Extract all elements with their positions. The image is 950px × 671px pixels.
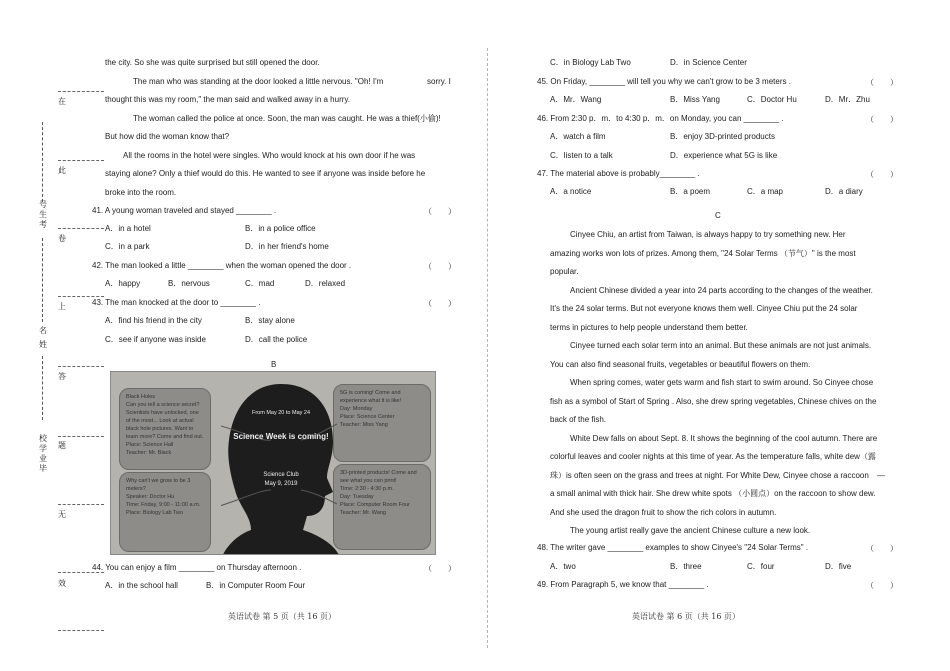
label-ye: 业 [39, 454, 47, 463]
option-43-b[interactable]: B．stay alone [245, 316, 295, 325]
answer-paren[interactable]: （ ） [866, 544, 898, 553]
question-42-stem: 42. The man looked a little ________ when the woman opened the door . [92, 261, 352, 270]
passage-line: colorful leaves and cooler nights at this time of year. As the temperature falls, white dew（露 [550, 452, 876, 461]
dashed-rule [58, 630, 104, 631]
option-45-b[interactable]: B．Miss Yang [670, 95, 720, 104]
option-44-d[interactable]: D．in Science Center [670, 58, 747, 67]
label-xue: 学 [39, 444, 47, 453]
page-footer-right: 英语试卷 第 6 页（共 16 页） [632, 612, 740, 621]
binding-line [42, 122, 43, 202]
page-divider [487, 48, 488, 648]
question-44-stem: 44. You can enjoy a film ________ on Thursday afternoon . [92, 563, 302, 572]
option-45-d[interactable]: D．Mr．Zhu [825, 95, 870, 104]
side-char: 上 [58, 302, 66, 311]
label-ming: 名 [39, 326, 47, 335]
section-b-heading: B [271, 360, 277, 369]
passage-line: back of the fish. [550, 415, 607, 424]
passage-line: You can also find seasonal fruits, vegetables or beautiful flowers on them. [550, 359, 811, 369]
option-42-c[interactable]: C．mad [245, 279, 275, 288]
answer-paren[interactable]: （ ） [866, 78, 898, 87]
option-41-a[interactable]: A．in a hotel [105, 224, 151, 233]
option-48-b[interactable]: B．three [670, 562, 702, 571]
option-45-c[interactable]: C．Doctor Hu [747, 95, 797, 104]
option-41-d[interactable]: D．in her friend's home [245, 242, 329, 251]
label-hao: 号 [39, 200, 47, 209]
story-text [105, 54, 460, 202]
dashed-rule [58, 296, 104, 297]
option-44-a[interactable]: A．in the school hall [105, 581, 178, 590]
option-47-d[interactable]: D．a diary [825, 187, 863, 196]
option-44-c[interactable]: C．in Biology Lab Two [550, 58, 631, 67]
passage-line: It's the 24 solar terms. But not everyone knows them well. Cinyee Chiu put the 24 solar [550, 304, 858, 313]
answer-paren[interactable]: （ ） [866, 115, 898, 124]
option-41-c[interactable]: C．in a park [105, 242, 150, 251]
poster-box-talk: Why can't we grow to be 3 meters? Speaker: Doctor Hu Time: Friday, 9:00 - 11:00 a.m. Place: Biology Lab Two [119, 472, 211, 552]
page-footer-left: 英语试卷 第 5 页（共 16 页） [228, 612, 336, 621]
option-46-c[interactable]: C．listen to a talk [550, 151, 613, 160]
passage-line: a small animal with thick hair. She drew white spots （小圆点）on the raccoon to show dew. [550, 489, 876, 498]
label-bi: 毕 [39, 464, 47, 473]
story-line: thought this was my room," the man said and walked away in a hurry. [105, 95, 351, 104]
story-line: staying alone? Only a thief would do this. He wanted to see if anyone was inside before he [105, 169, 426, 178]
option-45-a[interactable]: A．Mr．Wang [550, 95, 602, 104]
poster-club: Science Club [263, 472, 299, 478]
side-char: 答 [58, 372, 66, 381]
question-48-stem: 48. The writer gave ________ examples to show Cinyee's "24 Solar Terms" . [537, 543, 809, 552]
label-xing: 姓 [39, 340, 47, 349]
passage-line: Cinyee Chiu, an artist from Taiwan, is always happy to try something new. Her [570, 230, 846, 239]
label-sheng: 生 [39, 210, 47, 219]
question-43-stem: 43. The man knocked at the door to ________ . [92, 298, 261, 307]
passage-line: And she used the dragon fruit to show the rich colors in autumn. [550, 507, 777, 517]
passage-line: terms in pictures to help people understand them better. [550, 322, 748, 332]
poster-club-date: May 9, 2019 [264, 481, 298, 487]
binding-line [42, 238, 43, 322]
answer-paren[interactable]: （ ） [424, 207, 456, 216]
story-line: broke into the room. [105, 187, 177, 197]
dashed-rule [58, 366, 104, 367]
option-47-b[interactable]: B．a poem [670, 187, 711, 196]
option-46-d[interactable]: D．experience what 5G is like [670, 151, 778, 160]
dashed-rule [58, 436, 104, 437]
passage-line: Cinyee turned each solar term into an animal. But these animals are not just animals. [570, 341, 872, 350]
answer-paren[interactable]: （ ） [424, 299, 456, 308]
question-49-stem: 49. From Paragraph 5, we know that ________ . [537, 580, 709, 589]
option-41-b[interactable]: B．in a police office [245, 224, 316, 233]
passage-line: White Dew falls on about Sept. 8. It shows the beginning of the cool autumn. There are [570, 433, 878, 443]
option-44-b[interactable]: B．in Computer Room Four [206, 581, 306, 590]
passage-c-text [550, 226, 910, 541]
binding-line [42, 356, 43, 420]
answer-paren[interactable]: （ ） [424, 262, 456, 271]
passage-line: fish as a symbol of Start of Spring . Also, she drew spring vegetables, Chinese chives on the [550, 396, 877, 406]
passage-line: Ancient Chinese divided a year into 24 parts according to the changes of the weather. [570, 285, 873, 295]
option-46-b[interactable]: B．enjoy 3D-printed products [670, 132, 775, 141]
label-kao: 考 [39, 220, 47, 229]
label-xiao: 校 [39, 434, 47, 443]
story-line: the city. So she was quite surprised but still opened the door. [105, 58, 320, 67]
question-41-stem: 41. A young woman traveled and stayed ________ . [92, 206, 277, 215]
poster-date-range: From May 20 to May 24 [251, 410, 311, 416]
question-47-stem: 47. The material above is probably________ . [537, 169, 700, 178]
poster-box-black-holes: Black Holes Can you tell a science secret? Scientists have unlocked, one of the most... Look at actual black hole pictures. Want to learn more? Come and find out. Place: Science Hall Teacher: Mr. Black [119, 388, 211, 470]
story-line: The woman called the police at once. Soon, the man was caught. He was a thief(小偷)! [133, 113, 441, 123]
dashed-rule [58, 160, 104, 161]
side-char: 卷 [58, 234, 66, 243]
dashed-rule [58, 91, 104, 92]
story-line: But how did the woman know that? [105, 132, 230, 141]
passage-line: amazing works won lots of prizes. Among them, "24 Solar Terms （节气）" is the most [550, 248, 856, 258]
passage-line: The young artist really gave the ancient Chinese culture a new look. [570, 526, 811, 535]
option-47-c[interactable]: C．a map [747, 187, 784, 196]
option-47-a[interactable]: A．a notice [550, 187, 592, 196]
answer-paren[interactable]: （ ） [866, 581, 898, 590]
science-week-poster [110, 371, 436, 555]
section-c-heading: C [715, 211, 721, 220]
passage-line: 珠）is often seen on the grass and trees at night. For White Dew, Cinyee chose a raccoon — [550, 470, 885, 480]
option-48-c[interactable]: C．four [747, 562, 775, 571]
side-char: 此 [58, 166, 66, 175]
story-line: All the rooms in the hotel were singles. Who would knock at his own door if he was [123, 150, 416, 160]
option-43-d[interactable]: D．call the police [245, 335, 308, 344]
option-48-a[interactable]: A．two [550, 562, 576, 571]
option-46-a[interactable]: A．watch a film [550, 132, 606, 141]
option-42-d[interactable]: D．relaxed [305, 279, 346, 288]
side-char: 无 [58, 510, 66, 519]
option-42-b[interactable]: B．nervous [168, 279, 210, 288]
option-43-c[interactable]: C．see if anyone was inside [105, 335, 206, 344]
side-char: 题 [58, 441, 66, 450]
head-silhouette-icon [221, 380, 341, 555]
poster-title: Science Week is coming! [233, 432, 329, 441]
dashed-rule [58, 504, 104, 505]
question-45-stem: 45. On Friday, ________ will tell you why we can't grow to be 3 meters . [537, 77, 791, 86]
option-42-a[interactable]: A．happy [105, 279, 141, 288]
dashed-rule [58, 228, 104, 229]
side-char: 在 [58, 97, 66, 106]
question-46-stem: 46. From 2:30 p．m．to 4:30 p．m．on Monday, you can ________ . [537, 114, 784, 123]
passage-line: When spring comes, water gets warm and fish start to swim around. So Cinyee chose [570, 378, 874, 387]
option-48-d[interactable]: D．five [825, 562, 852, 571]
option-43-a[interactable]: A．find his friend in the city [105, 316, 202, 325]
story-line: The man who was standing at the door looked a little nervous. "Oh! I'm sorry. I [133, 76, 451, 86]
poster-box-3d: 3D-printed products! Come and see what you can print! Time: 2:30 - 4:30 p.m. Day: Tuesday Place: Computer Room Four Teacher: Mr. Wang [333, 464, 431, 550]
answer-paren[interactable]: （ ） [866, 170, 898, 179]
passage-line: popular. [550, 267, 579, 276]
poster-box-5g: 5G is coming! Come and experience what it is like! Day: Monday Place: Science Center Teacher: Miss Yang [333, 384, 431, 462]
side-char: 效 [58, 579, 66, 588]
answer-paren[interactable]: （ ） [424, 564, 456, 573]
